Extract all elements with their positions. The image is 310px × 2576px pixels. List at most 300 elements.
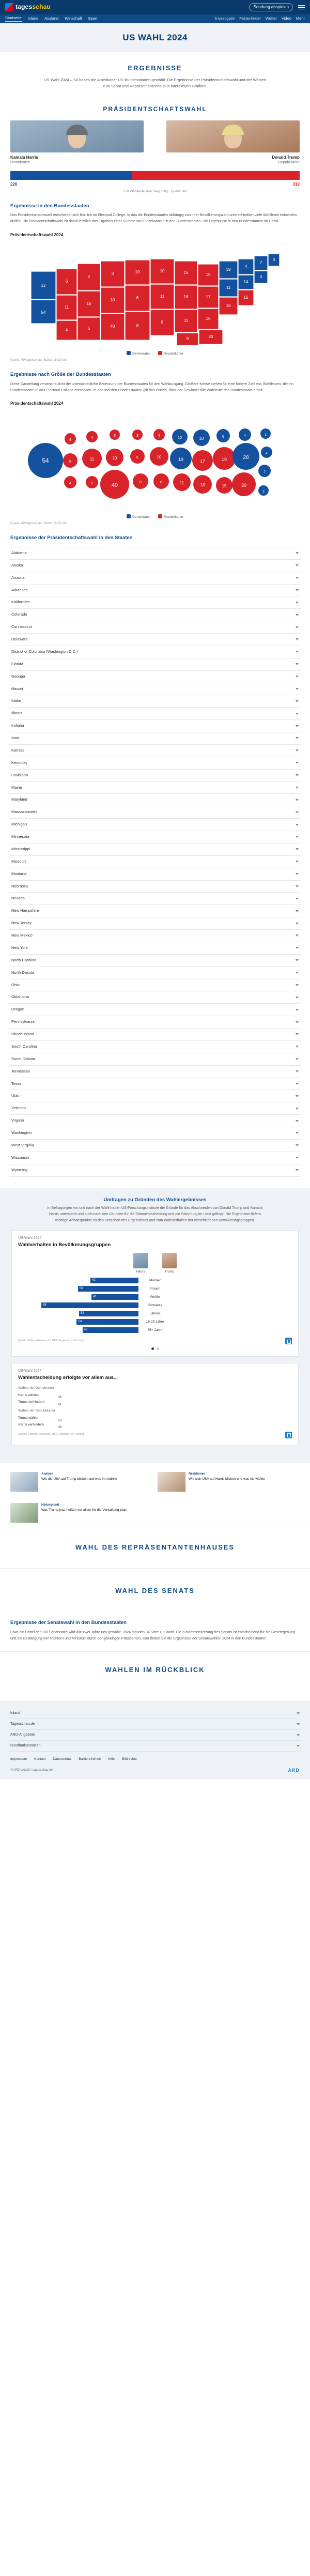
state-row[interactable] [9,560,301,572]
state-name: District of Columbia (Washington D.C.) [11,649,78,654]
state-name: Ohio [11,982,20,987]
state-row[interactable] [9,1029,301,1041]
state-row[interactable] [9,634,301,646]
candidate-party: Demokraten [10,161,30,165]
bubble-legend [0,514,310,519]
state-name: Florida [11,661,23,666]
svg-text:6: 6 [222,435,224,439]
motivation-label: Harris wählen [18,1393,39,1397]
nav-item-1[interactable]: Inland [27,16,39,21]
dem-value: 85 [42,1304,47,1307]
state-row[interactable] [9,1016,301,1029]
svg-text:4: 4 [266,452,268,456]
chevron-down-icon [296,638,299,640]
svg-text:19: 19 [206,272,211,277]
teaser-tag: Hintergrund [41,1503,59,1507]
card-eyebrow: US-Wahl 2024 [18,1236,42,1240]
state-row[interactable] [9,585,301,597]
legend-dem: Demokraten [127,351,150,356]
motivation-label: Harris verhindern [18,1423,44,1427]
state-row[interactable] [9,991,301,1004]
svg-text:30: 30 [241,483,247,488]
poll-card-motivation [11,1363,299,1445]
svg-text:3: 3 [111,271,114,276]
chevron-down-icon [296,713,299,715]
state-row[interactable] [9,967,301,979]
svg-text:11: 11 [89,457,95,462]
footer-link[interactable]: Datenschutz [53,1757,72,1761]
group-label: 18-29 Jahre [146,1320,164,1324]
nav-item-4[interactable]: Sport [88,16,98,21]
state-accordion-list [9,547,301,1177]
state-row[interactable] [9,881,301,893]
svg-text:4: 4 [87,274,90,279]
teaser-placeholder [158,1503,300,1523]
card-source: Quelle: Edison Research / NEP, Angaben in Prozent [18,1339,84,1342]
ard-logo: ARD [288,1767,300,1773]
chevron-down-icon [296,898,299,900]
state-row[interactable] [9,782,301,794]
state-name: Louisiana [11,772,28,777]
state-name: Kentucky [11,760,27,765]
svg-text:6: 6 [69,460,71,464]
senate-states-explainer [0,1611,310,1651]
candidate-name: Donald Trump [272,155,300,160]
nav-item-0[interactable]: Startseite [5,16,22,23]
state-row[interactable] [9,609,301,621]
group-label: Weiße [150,1295,160,1299]
group-label: 65+ Jahre [147,1328,163,1332]
svg-text:8: 8 [160,481,162,485]
group-bar-row [18,1294,292,1300]
nav-item-2[interactable]: Ausland [44,16,59,21]
card-eyebrow: US-Wahl 2024 [18,1369,42,1373]
state-row[interactable] [9,1152,301,1164]
svg-text:4: 4 [65,327,68,332]
state-row[interactable] [9,695,301,708]
senate-states-title: Ergebnisse der Senatswahl in den Bundesstaaten [10,1620,127,1626]
page-title: US WAHL 2024 [122,33,188,42]
chevron-down-icon [296,614,299,616]
chevron-down-icon [296,1108,299,1110]
state-name: New York [11,945,28,950]
card-candidates [18,1253,292,1274]
svg-text:4: 4 [69,482,71,486]
svg-text:8: 8 [140,481,142,485]
state-row[interactable] [9,596,301,609]
state-row[interactable] [9,671,301,683]
state-row[interactable] [9,732,301,745]
footer-row[interactable]: ARD-Angebote [9,1730,301,1741]
motivation-value: 58 [58,1419,61,1422]
bar-note: 270 Wahlleute zum Sieg nötig · Quelle: AP [123,190,187,194]
svg-text:10: 10 [135,269,140,274]
rep-value: 45 [166,1290,170,1293]
svg-text:17: 17 [206,294,211,299]
state-row[interactable] [9,856,301,868]
state-row[interactable] [9,917,301,930]
candidate-photo [166,120,300,152]
mini-candidate-trump: Trump [162,1253,177,1274]
chevron-down-icon [296,676,299,678]
chevron-down-icon [296,1058,299,1060]
chevron-down-icon [296,910,299,912]
state-row[interactable] [9,1078,301,1091]
card-subhead-dem: Wähler der Demokraten [18,1386,54,1390]
state-name: Oregon [11,1007,25,1012]
footer-bottom [9,1762,301,1774]
state-row[interactable] [9,868,301,881]
main-nav [0,14,310,23]
map-legend [0,351,310,356]
teaser-thumbnail [10,1472,38,1492]
map-source: Quelle: AP/tagesschau, Stand: 16:03 Uhr [10,359,67,362]
dem-value: 41 [93,1295,97,1299]
state-name: Vermont [11,1106,26,1111]
chevron-down-icon [296,589,299,591]
svg-text:7: 7 [259,260,262,265]
footer-link[interactable]: Barrierefreiheit [79,1757,101,1761]
state-name: Wyoming [11,1167,28,1172]
teaser-row [0,1463,310,1494]
play-broadcast-button[interactable]: Sendung abspielen [249,3,293,11]
state-row[interactable] [9,893,301,905]
svg-text:3: 3 [136,434,138,438]
svg-text:4: 4 [259,274,262,279]
svg-text:40: 40 [111,482,118,489]
state-row[interactable] [9,683,301,696]
state-row[interactable] [9,646,301,658]
chevron-down-icon [296,861,299,863]
state-row[interactable] [9,1090,301,1102]
bar-segment-rep [132,171,300,180]
dem-value: 49 [84,1328,88,1332]
footer [0,1701,310,1779]
share-icon[interactable] [285,1338,292,1344]
carousel-dot-2[interactable] [157,1347,159,1350]
state-name: Connecticut [11,624,32,630]
svg-text:15: 15 [243,295,249,300]
chevron-down-icon [296,552,299,554]
carousel-dots[interactable] [18,1347,292,1350]
footer-link[interactable]: Kontakt [34,1757,46,1761]
svg-text:54: 54 [42,457,49,465]
svg-text:6: 6 [87,326,90,331]
chevron-down-icon [296,700,299,702]
chevron-down-icon [296,984,299,986]
results-heading: ERGEBNISSE [128,64,182,72]
state-name: Delaware [11,637,28,642]
state-row[interactable] [9,794,301,806]
retrospective-heading: WAHLEN IM RÜCKBLICK [0,1651,310,1688]
chevron-down-icon [297,1723,300,1725]
footer-link[interactable]: Bildrechte [122,1757,137,1761]
group-bar-row [18,1277,292,1284]
state-name: Indiana [11,723,24,728]
bubble-text: Diese Darstellung veranschaulicht die unterschiedliche Bedeutung der Bundesstaaten für den Wahlausgang. Größere Kreise stehen für eine höhere Zahl von Wahlleuten, die ein Bundesstaaten in das Electoral College entsenden. In den meisten Bundesstaaten gilt das Prinzip, dass der Gewinner alle Wahlleute des Bundesstaats erhält. [10,382,294,392]
motivation-value: 39 [58,1426,61,1429]
top-bar [0,0,310,14]
state-name: Nebraska [11,883,28,888]
teaser-item[interactable] [10,1472,152,1492]
state-name: Illinois [11,711,22,716]
motivation-row [18,1393,292,1398]
svg-text:10: 10 [112,456,117,461]
rep-motivation-bars [18,1416,292,1428]
candidate-trump [166,120,300,166]
svg-text:4: 4 [158,434,160,438]
state-name: Hawaii [11,686,23,691]
state-row[interactable] [9,708,301,720]
nav-item-3[interactable]: Wirtschaft [65,16,82,21]
electoral-explainer [0,194,310,225]
state-row[interactable] [9,1127,301,1140]
group-label: Latinos [149,1312,161,1316]
mini-candidate-harris: Harris [133,1253,148,1274]
state-row[interactable] [9,770,301,782]
svg-text:40: 40 [110,324,115,329]
group-bars [18,1277,292,1333]
state-name: Texas [11,1081,22,1086]
rep-value: 46 [166,1314,170,1318]
chevron-down-icon [296,626,299,628]
svg-text:6: 6 [136,456,138,460]
state-row[interactable] [9,1140,301,1152]
state-name: Colorado [11,612,27,617]
state-name: Iowa [11,735,20,741]
dem-value: 42 [92,1279,96,1282]
chevron-down-icon [296,1033,299,1035]
footer-link[interactable]: Hilfe [107,1757,115,1761]
state-row[interactable] [9,1164,301,1177]
candidate-photo [10,120,144,152]
state-list-head [0,526,310,542]
state-name: Maryland [11,797,27,802]
carousel-dot-1[interactable] [151,1347,154,1350]
poll-card-groups [11,1230,299,1357]
group-bar-row [18,1318,292,1325]
state-row[interactable] [9,572,301,585]
dem-value: 52 [80,1312,84,1315]
state-name: Kansas [11,747,25,753]
chevron-down-icon [296,1157,299,1159]
chevron-down-icon [297,1745,300,1747]
hamburger-icon[interactable] [298,5,305,10]
chevron-down-icon [296,1009,299,1011]
state-row[interactable] [9,621,301,634]
share-icon[interactable] [285,1432,292,1438]
state-name: Oklahoma [11,994,29,1000]
teaser-text: Wie sich USA auf Harris blicken und was sie wählte [189,1477,266,1481]
rep-value: 13 [166,1306,170,1310]
chevron-down-icon [296,959,299,961]
polls-lead: In Befragungen vor und nach der Wahl haben US-Forschungsinstitute die Gründe für das Abschneiden von Donald Trump und Kamala Harris untersucht und auch nach den Gründen für die Stimmentscheidung und die Stimmung im Land gefragt. Die Ergebnisse liefern wichtige Anhaltspunkte zu den Ursachen des Ergebnisses und zum Wahlverhalten der verschiedenen Bevölkerungsgruppen. [47,1206,263,1223]
legend-rep: Republikaner [158,514,183,519]
chevron-down-icon [296,1095,299,1097]
svg-text:4: 4 [244,264,247,269]
svg-text:19: 19 [226,267,231,272]
state-name: New Hampshire [11,908,39,913]
bubble-map-svg [7,409,303,512]
svg-text:4: 4 [69,438,71,442]
svg-text:19: 19 [221,457,227,463]
teaser-row-2 [0,1494,310,1525]
motivation-row [18,1416,292,1420]
svg-text:28: 28 [243,455,249,461]
state-row[interactable] [9,720,301,732]
polls-section [0,1188,310,1463]
state-row[interactable] [9,547,301,560]
chevron-down-icon [296,1132,299,1134]
chevron-down-icon [296,602,299,604]
nav-right-item-1[interactable]: Faktenfinder [239,16,261,21]
state-row[interactable] [9,1041,301,1053]
card-title: Wahlentscheidung erfolgte vor allem aus... [18,1375,118,1381]
state-row[interactable] [9,745,301,757]
state-row[interactable] [9,942,301,955]
rep-value: 49 [166,1331,170,1335]
state-name: Minnesota [11,834,29,839]
page-title-band [0,23,310,52]
chevron-down-icon [296,934,299,937]
chevron-down-icon [296,651,299,653]
state-row[interactable] [9,1004,301,1016]
card-footer [18,1338,292,1344]
chevron-down-icon [296,1070,299,1072]
bubble-caption: Präsidentschaftswahl 2024 [10,401,64,406]
rep-value: 57 [166,1298,170,1301]
card-footer [18,1432,292,1438]
state-name: Pennsylvania [11,1019,35,1024]
bar-segment-dem [10,171,132,180]
chevron-down-icon [296,972,299,974]
state-name: Montana [11,871,27,876]
footer-row[interactable]: Inland [9,1708,301,1719]
state-name: North Dakota [11,970,35,975]
candidate-row [10,120,300,166]
nav-right-item-4[interactable]: Mehr [296,16,305,21]
chevron-down-icon [296,947,299,949]
state-row[interactable] [9,1102,301,1115]
dem-value: 54 [78,1320,82,1324]
svg-text:14: 14 [243,279,249,284]
state-name: Alabama [11,550,27,555]
group-label: Frauen [149,1287,161,1291]
chevron-down-icon [296,1046,299,1048]
group-bar-row [18,1302,292,1309]
state-row[interactable] [9,658,301,671]
state-name: Virginia [11,1118,24,1123]
nav-right-item-2[interactable]: Wetter [265,16,277,21]
electoral-vote-bar [10,171,300,194]
brand-secondary: schau [32,3,51,11]
svg-text:10: 10 [160,268,165,273]
us-bubble-map[interactable] [7,409,303,512]
state-name: Massachusetts [11,809,38,815]
us-electoral-map[interactable] [7,240,303,349]
state-name: Georgia [11,673,25,679]
state-row[interactable] [9,1053,301,1066]
teaser-item[interactable] [10,1503,152,1523]
map-caption: Präsidentschaftswahl 2024 [10,233,64,238]
chevron-down-icon [296,848,299,850]
footer-row[interactable]: Tagesschau.de [9,1719,301,1730]
state-row[interactable] [9,979,301,992]
state-name: Washington [11,1130,32,1136]
footer-links [9,1752,301,1761]
state-name: Tennessee [11,1068,30,1074]
svg-text:15: 15 [183,270,189,275]
chevron-down-icon [296,663,299,665]
svg-text:30: 30 [208,334,213,339]
state-row[interactable] [9,831,301,844]
state-row[interactable] [9,955,301,967]
state-row[interactable] [9,819,301,831]
chevron-down-icon [296,787,299,789]
svg-text:8: 8 [161,319,164,325]
results-section-head [0,52,310,93]
state-name: New Jersey [11,921,32,926]
card-subhead-rep: Wähler der Republikaner [18,1409,55,1413]
state-row[interactable] [9,905,301,917]
footer-link[interactable]: Impressum [10,1757,27,1761]
nav-right-item-0[interactable]: Investigativ [215,16,235,21]
svg-text:3: 3 [114,434,116,438]
motivation-value: 61 [58,1403,61,1406]
chevron-down-icon [296,1120,299,1122]
teaser-thumbnail [158,1472,185,1492]
state-row[interactable] [9,757,301,770]
svg-text:19: 19 [178,457,184,463]
senate-heading: WAHL DES SENATS [0,1568,310,1612]
svg-text:10: 10 [157,455,162,460]
state-name: West Virginia [11,1142,34,1147]
state-row[interactable] [9,844,301,856]
state-row[interactable] [9,806,301,819]
chevron-down-icon [296,811,299,814]
svg-text:12: 12 [41,283,46,288]
tagesschau-logo-icon [5,3,13,11]
state-row[interactable] [9,930,301,942]
svg-text:3: 3 [272,257,275,262]
teaser-item[interactable] [158,1472,300,1492]
svg-text:5: 5 [91,482,93,486]
state-name: Kalifornien [11,600,30,605]
state-row[interactable] [9,1066,301,1078]
top-bar-right [249,3,305,11]
chevron-down-icon [296,1144,299,1146]
senate-states-text: Etwa ein Drittel der 100 Senatssitze wird alle zwei Jahre neu gewählt. 2024 standen 34 Sitze zur Wahl. Die Zusammensetzung des Senats ist entscheidend für die Gesetzgebung und die Bestätigung von Richtern und Ministern durch den jeweiligen Präsidenten. Hier finden Sie die Ergebnisse der Senatswahlen 2024 in den Bundesstaaten. [10,1631,295,1641]
logo[interactable] [5,3,51,11]
card-source: Quelle: Edison Research / NEP, Angaben in Prozent [18,1433,84,1436]
chevron-down-icon [296,885,299,887]
svg-text:15: 15 [222,484,227,489]
state-name: North Carolina [11,957,37,962]
motivation-value: 36 [58,1396,61,1400]
footer-row[interactable]: Rundfunkanstalten [9,1741,301,1752]
chevron-down-icon [296,996,299,999]
state-list-title: Ergebnisse der Präsidentschaftswahl in den Staaten [10,535,133,541]
chevron-down-icon [296,836,299,838]
chevron-down-icon [296,749,299,752]
card-title: Wahlverhalten in Bevölkerungsgruppen [18,1242,111,1248]
rep-value: 43 [166,1323,170,1326]
state-name: Utah [11,1093,20,1098]
state-row[interactable] [9,1115,301,1127]
nav-right-item-3[interactable]: Video [281,16,291,21]
state-name: South Dakota [11,1056,35,1061]
state-name: Michigan [11,822,27,827]
